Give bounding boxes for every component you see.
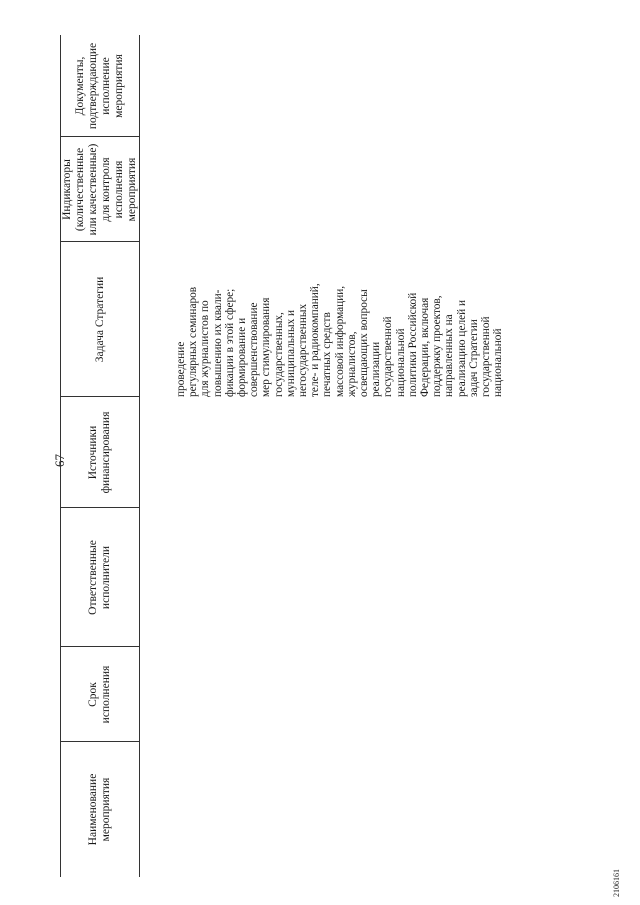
header-documents: Документы, подтверждающие исполнение мероприятия [74, 42, 125, 130]
task-line: задач Стратегии [467, 319, 480, 397]
task-line: массовой информации, [333, 285, 346, 397]
task-line: повышению их квали- [211, 289, 224, 397]
task-line: направленных на [443, 314, 456, 397]
task-line: проведение [175, 341, 187, 397]
task-line: совершенствование [248, 302, 261, 397]
task-line: государственной [480, 316, 493, 397]
task-line: национальной [492, 328, 505, 397]
header-name: Наименование мероприятия [87, 773, 112, 846]
task-line: теле- и радиокомпаний, [309, 283, 322, 397]
task-line: регулярных семинаров [187, 286, 200, 397]
task-line: реализацию целей и [455, 299, 468, 397]
task-line: печатных средств [321, 312, 334, 397]
task-line: политики Российской [406, 292, 419, 397]
task-line: реализации [370, 341, 383, 397]
task-line: государственных, [272, 312, 285, 397]
task-line: государственной [382, 316, 395, 397]
task-line: поддержку проектов, [431, 295, 444, 397]
task-line: формирование и [236, 317, 249, 397]
header-financing: Источники финансирования [87, 411, 112, 494]
header-deadline: Срок исполнения [87, 665, 112, 724]
task-line: муниципальных и [284, 309, 297, 397]
task-line: освещающих вопросы [358, 289, 371, 397]
header-task: Задача Стратегии [93, 276, 106, 363]
task-line: мер стимулирования [260, 297, 273, 397]
task-line: фикации в этой сфере; [223, 288, 236, 397]
document-code: 2106161 [612, 869, 621, 897]
task-line: Федерации, включая [419, 297, 432, 397]
page-number: 67 [52, 454, 67, 467]
task-line: негосударственных [297, 303, 310, 397]
header-executors: Ответственные исполнители [87, 540, 112, 615]
task-line: журналистов, [345, 331, 358, 397]
task-cell-text [175, 157, 504, 397]
task-line: для журналистов по [199, 300, 212, 397]
header-indicators: Индикаторы (количественные или качественные) для контроля исполнения мероприятия [61, 143, 138, 236]
task-line: национальной [394, 328, 407, 397]
